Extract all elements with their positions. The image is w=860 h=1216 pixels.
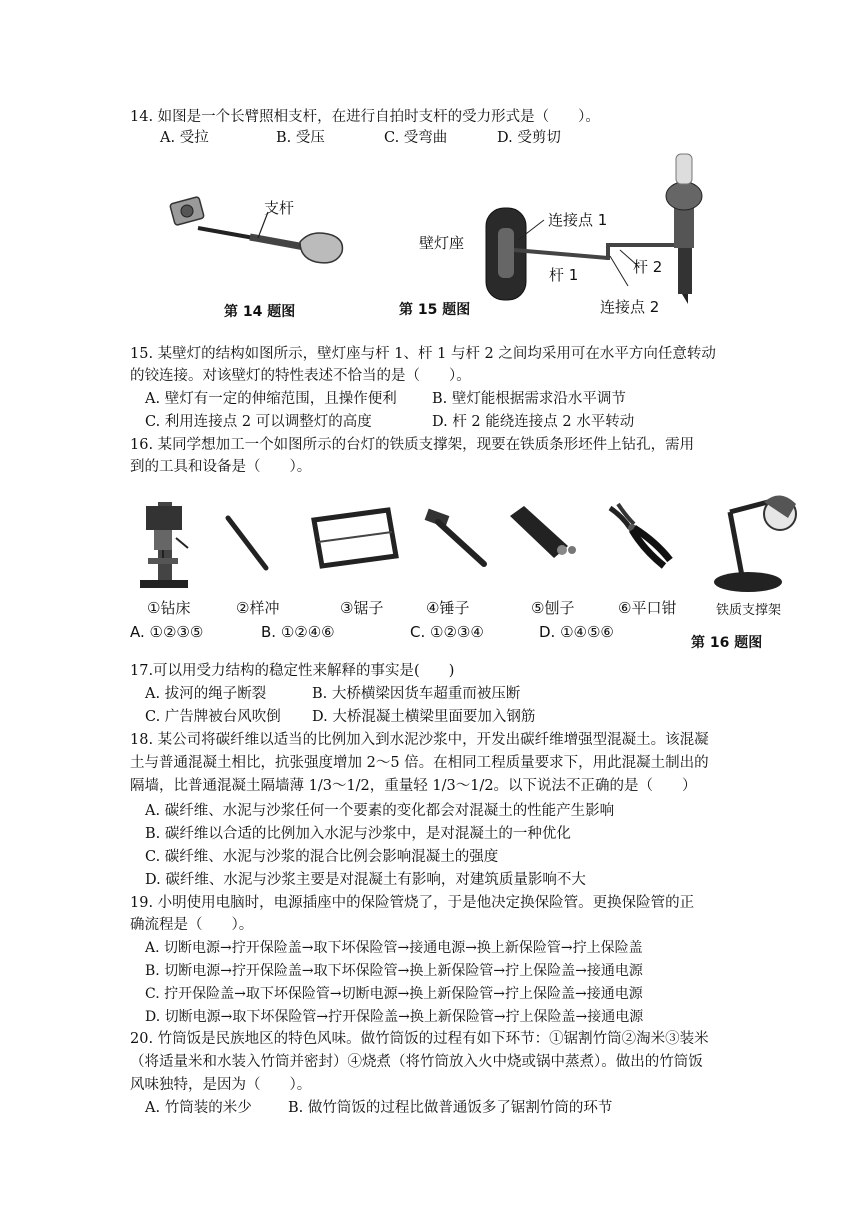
lamp-base-label: 壁灯座 (419, 234, 465, 252)
q15-stem-line-1: 15. 某壁灯的结构如图所示，壁灯座与杆 1、杆 1 与杆 2 之间均采用可在水平方向任意转动 (130, 346, 716, 362)
tool-label-drill-press: ①钻床 (147, 599, 191, 617)
hammer-icon (420, 508, 490, 568)
joint1-label: 连接点 1 (548, 211, 608, 229)
q19-option-c: C. 拧开保险盖→取下坏保险管→切断电源→换上新保险管→拧上保险盖→接通电源 (145, 986, 643, 1002)
q17-option-d: D. 大桥混凝土横梁里面要加入钢筋 (312, 709, 536, 725)
q18-option-c: C. 碳纤维、水泥与沙浆的混合比例会影响混凝土的强度 (145, 849, 499, 865)
q17-option-a: A. 拔河的绳子断裂 (145, 686, 267, 702)
q16-stem-line-2: 到的工具和设备是（ ）。 (130, 459, 312, 475)
q16-option-c: C. ①②③④ (410, 623, 484, 641)
q15-option-d: D. 杆 2 能绕连接点 2 水平转动 (432, 414, 635, 430)
tool-label-saw: ③锯子 (340, 599, 384, 617)
q14-option-c: C. 受弯曲 (384, 130, 448, 146)
drill-press-icon (136, 498, 192, 590)
product-label: 铁质支撑架 (716, 603, 782, 618)
q19-option-a: A. 切断电源→拧开保险盖→取下坏保险管→接通电源→换上新保险管→拧上保险盖 (145, 940, 643, 956)
q18-option-a: A. 碳纤维、水泥与沙浆任何一个要素的变化都会对混凝土的性能产生影响 (145, 803, 615, 819)
q18-stem-line-3: 隔墙，比普通混凝土隔墙薄 1/3～1/2，重量轻 1/3～1/2。以下说法不正确的是（ ） (130, 778, 697, 794)
q20-stem-line-2: （将适量米和水装入竹筒并密封）④烧煮（将竹筒放入火中烧或锅中蒸煮）。做出的竹筒饭 (130, 1054, 703, 1070)
q14-option-b: B. 受压 (276, 130, 325, 146)
tool-label-hammer: ④锤子 (426, 599, 470, 617)
q20-stem-line-3: 风味独特，是因为（ ）。 (130, 1077, 312, 1093)
q17-option-c: C. 广告牌被台风吹倒 (145, 709, 281, 725)
joint2-label: 连接点 2 (600, 298, 660, 316)
q15-stem-line-2: 的铰连接。对该壁灯的特性表述不恰当的是（ ）。 (130, 368, 471, 384)
q19-stem-line-2: 确流程是（ ）。 (130, 917, 254, 933)
pliers-icon (604, 502, 674, 572)
q15-option-c: C. 利用连接点 2 可以调整灯的高度 (145, 414, 372, 430)
q19-stem-line-1: 19. 小明使用电脑时，电源插座中的保险管烧了，于是他决定换保险管。更换保险管的正 (130, 895, 695, 911)
q15-caption: 第 15 题图 (399, 302, 471, 318)
q14-stem: 14. 如图是一个长臂照相支杆，在进行自拍时支杆的受力形式是（ ）。 (130, 109, 600, 125)
rod2-label: 杆 2 (633, 258, 663, 276)
desk-lamp-icon (702, 490, 812, 596)
plane-icon (506, 502, 580, 568)
q15-option-a: A. 壁灯有一定的伸缩范围，且操作便利 (145, 391, 397, 407)
q18-option-b: B. 碳纤维以合适的比例加入水泥与沙浆中，是对混凝土的一种优化 (145, 826, 571, 842)
q19-option-d: D. 切断电源→取下坏保险管→拧开保险盖→换上新保险管→拧上保险盖→接通电源 (145, 1009, 644, 1025)
q20-stem-line-1: 20. 竹筒饭是民族地区的特色风味。做竹筒饭的过程有如下环节：①锯割竹筒②淘米③装米 (130, 1031, 709, 1047)
q20-option-b: B. 做竹筒饭的过程比做普通饭多了锯割竹筒的环节 (288, 1100, 613, 1116)
q17-option-b: B. 大桥横梁因货车超重而被压断 (312, 686, 521, 702)
q14-caption: 第 14 题图 (224, 304, 296, 320)
center-punch-icon (222, 512, 272, 572)
selfie-stick-figure (160, 190, 360, 280)
q14-option-a: A. 受拉 (160, 130, 209, 146)
q18-option-d: D. 碳纤维、水泥与沙浆主要是对混凝土有影响，对建筑质量影响不大 (145, 872, 586, 888)
support-rod-label: 支杆 (264, 199, 295, 217)
q16-stem-line-1: 16. 某同学想加工一个如图所示的台灯的铁质支撑架，现要在铁质条形坯件上钻孔，需用 (130, 437, 695, 453)
q15-option-b: B. 壁灯能根据需求沿水平调节 (432, 391, 626, 407)
q20-option-a: A. 竹筒装的米少 (145, 1100, 252, 1116)
tool-label-pliers: ⑥平口钳 (618, 599, 677, 617)
tool-label-plane: ⑤刨子 (531, 599, 575, 617)
q16-option-d: D. ①④⑤⑥ (539, 623, 614, 641)
tool-label-center-punch: ②样冲 (236, 599, 280, 617)
saw-icon (310, 508, 400, 568)
q19-option-b: B. 切断电源→拧开保险盖→取下坏保险管→换上新保险管→拧上保险盖→接通电源 (145, 963, 643, 979)
q14-option-d: D. 受剪切 (497, 130, 561, 146)
rod1-label: 杆 1 (549, 266, 579, 284)
q16-caption: 第 16 题图 (691, 635, 763, 651)
q16-option-a: A. ①②③⑤ (130, 623, 204, 641)
q17-stem: 17.可以用受力结构的稳定性来解释的事实是( ) (130, 663, 455, 679)
q16-option-b: B. ①②④⑥ (261, 623, 335, 641)
q18-stem-line-1: 18. 某公司将碳纤维以适当的比例加入到水泥沙浆中，开发出碳纤维增强型混凝土。该混凝 (130, 732, 709, 748)
q18-stem-line-2: 土与普通混凝土相比，抗张强度增加 2～5 倍。在相同工程质量要求下，用此混凝土制出的 (130, 755, 709, 771)
